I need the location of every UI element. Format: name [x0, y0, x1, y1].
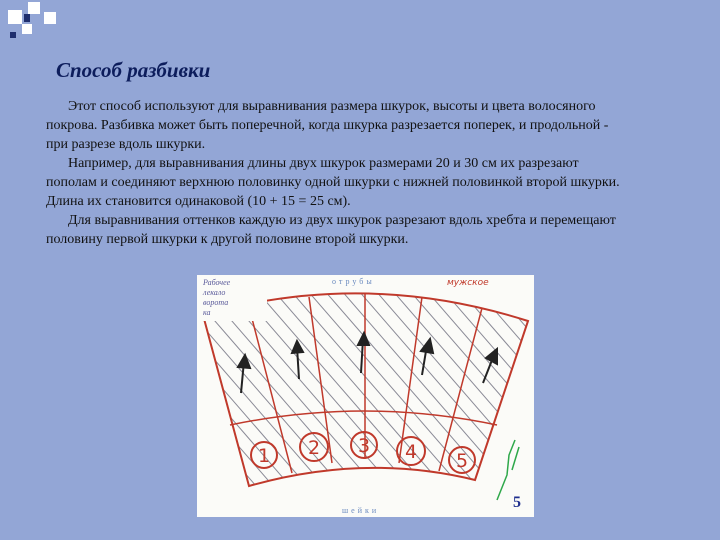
hatch-line	[197, 275, 198, 517]
hatch-line	[362, 275, 534, 517]
hatch-line	[294, 275, 504, 517]
direction-arrows	[238, 333, 497, 393]
hatch-line	[345, 275, 534, 517]
handwritten-note-left	[199, 277, 267, 321]
slide-title: Способ разбивки	[56, 58, 211, 82]
hatch-line	[379, 275, 534, 517]
corner-decoration	[8, 10, 22, 24]
bottom-edge-label: шейки	[342, 506, 380, 515]
svg-text:лекало: лекало	[203, 288, 226, 297]
corner-decoration	[10, 32, 16, 38]
hatch-line	[243, 275, 453, 517]
corner-number: 5	[513, 494, 521, 511]
collar-sketch-image	[197, 275, 534, 517]
paragraph: Этот способ используют для выравнивания размера шкурок, высоты и цвета волосяного покрова. Разбивка может быть поперечной, когда шкурка разрезается поперек, и продольной - при разрезе вдоль шкурки.	[46, 99, 609, 152]
svg-text:2: 2	[307, 437, 321, 459]
svg-text:4: 4	[404, 441, 418, 463]
green-annotation	[497, 440, 519, 500]
svg-text:Рабочее: Рабочее	[203, 278, 231, 287]
paragraph: Например, для выравнивания длины двух шкурок размерами 20 и 30 см их разрезают пополам и соединяют верхнюю половинку одной шкурки с нижней половинкой второй шкурки. Длина их становится одинаковой (10 + 15 = 25 см).	[46, 156, 620, 209]
collar-pattern-drawing	[197, 275, 534, 517]
hatch-line	[430, 275, 534, 517]
corner-decoration	[22, 24, 32, 34]
paragraph: Для выравнивания оттенков каждую из двух шкурок разрезают вдоль хребта и перемещают половину первой шкурки к другой половине второй шкурки.	[46, 213, 616, 247]
top-edge-label: отрубы	[332, 277, 375, 286]
hatch-line	[413, 275, 534, 517]
corner-decoration	[24, 14, 30, 22]
hatch-line	[396, 275, 534, 517]
corner-decoration	[28, 2, 40, 14]
svg-text:1: 1	[257, 445, 271, 467]
body-text	[46, 97, 626, 249]
svg-text:ворота: ворота	[203, 298, 229, 307]
corner-decoration	[44, 12, 56, 24]
hatch-line	[481, 275, 534, 517]
svg-text:ка: ка	[203, 308, 211, 317]
hatch-line	[515, 275, 534, 517]
svg-text:5: 5	[455, 450, 469, 472]
svg-text:3: 3	[357, 435, 371, 457]
section-numbers	[251, 432, 475, 473]
number-circle	[251, 442, 277, 468]
hatch-line	[532, 275, 534, 517]
hatch-line	[311, 275, 521, 517]
hatch-line	[277, 275, 487, 517]
handwritten-note-right: мужское	[447, 278, 489, 288]
